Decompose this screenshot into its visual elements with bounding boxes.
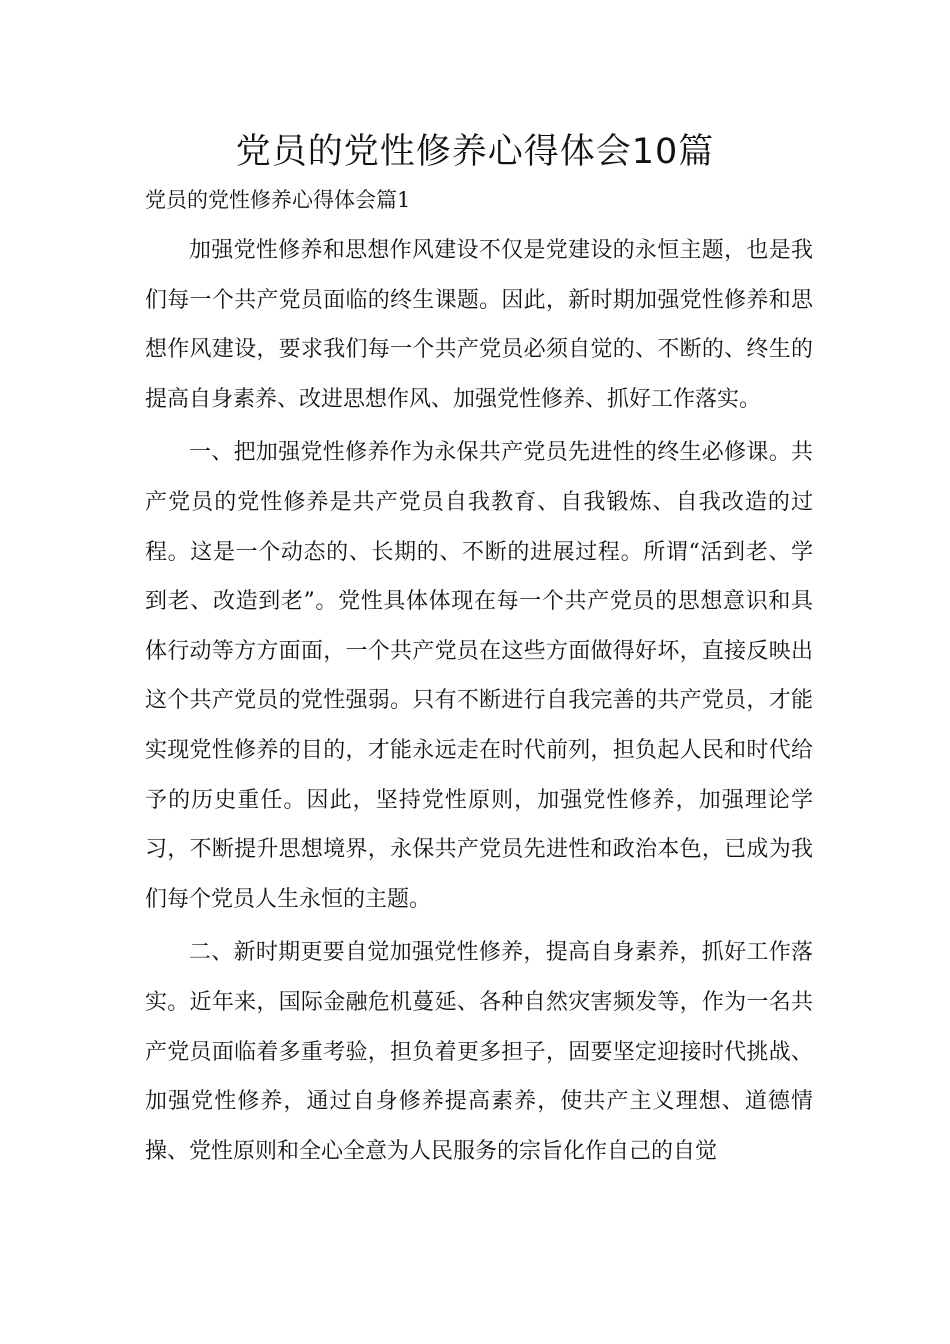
paragraph-point-one: 一、把加强党性修养作为永保共产党员先进性的终生必修课。共产党员的党性修养是共产党员自我教育、自我锻炼、自我改造的过程。这是一个动态的、长期的、不断的进展过程。所谓“活到老、学到老、改造到老”。党性具体体现在每一个共产党员的思想意识和具体行动等方方面面，一个共产党员在这些方面做得好坏，直接反映出这个共产党员的党性强弱。只有不断进行自我完善的共产党员，才能实现党性修养的目的，才能永远走在时代前列，担负起人民和时代给予的历史重任。因此，坚持党性原则，加强党性修养，加强理论学习，不断提升思想境界，永保共产党员先进性和政治本色，已成为我们每个党员人生永恒的主题。 — [145, 440, 813, 912]
paragraph-point-two: 二、新时期更要自觉加强党性修养，提高自身素养，抓好工作落实。近年来，国际金融危机蔓延、各种自然灾害频发等，作为一名共产党员面临着多重考验，担负着更多担子，固要坚定迎接时代挑战、加强党性修养，通过自身修养提高素养，使共产主义理想、道德情操、党性原则和全心全意为人民服务的宗旨化作自己的自觉 — [145, 940, 813, 1164]
paragraph-intro: 加强党性修养和思想作风建设不仅是党建设的永恒主题，也是我们每一个共产党员面临的终生课题。因此，新时期加强党性修养和思想作风建设，要求我们每一个共产党员必须自觉的、不断的、终生的提高自身素养、改进思想作风、加强党性修养、抓好工作落实。 — [145, 238, 813, 412]
section-heading: 党员的党性修养心得体会篇1 — [145, 188, 411, 212]
document-title: 党员的党性修养心得体会10篇 — [235, 132, 715, 172]
document-body — [145, 226, 813, 1180]
